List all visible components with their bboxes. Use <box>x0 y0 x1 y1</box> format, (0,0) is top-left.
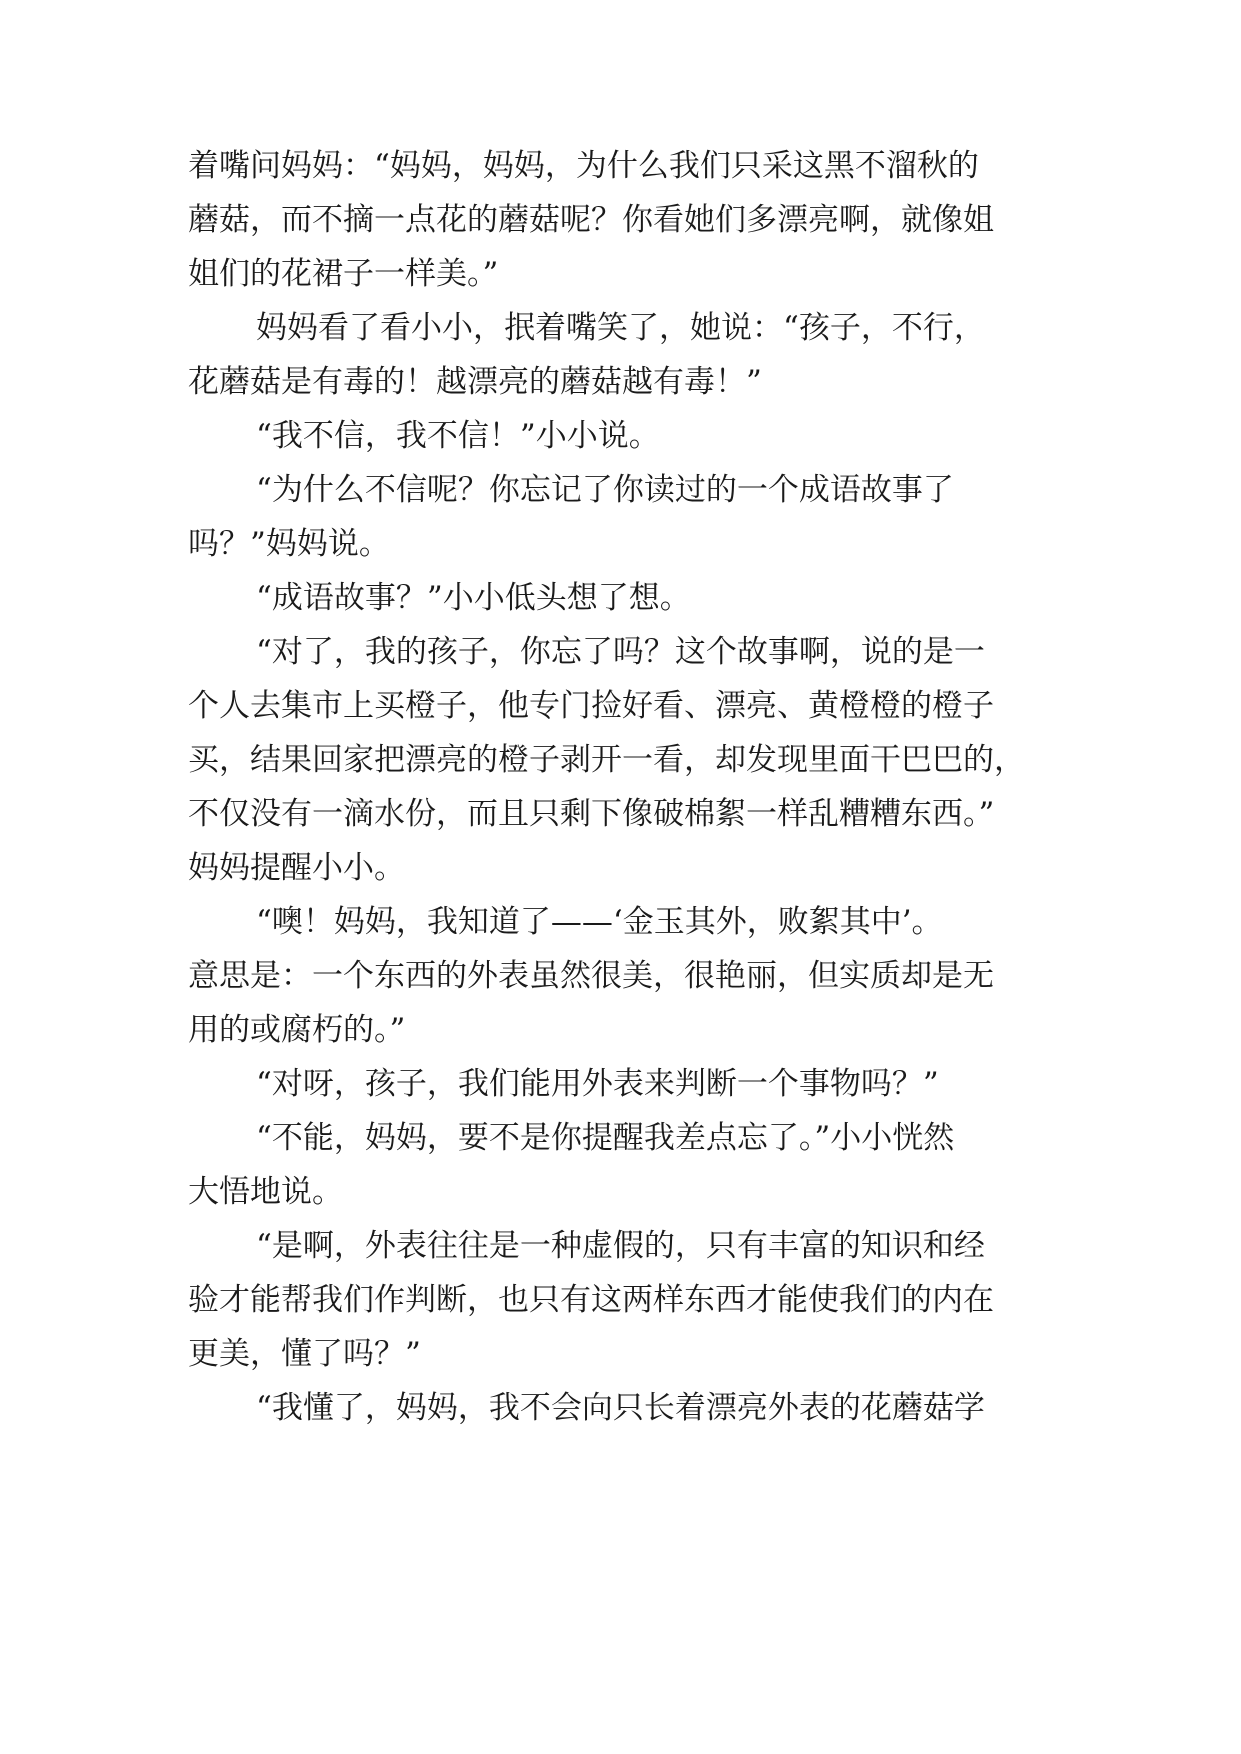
text-line: 花蘑菇是有毒的！越漂亮的蘑菇越有毒！” <box>188 364 762 400</box>
text-line: 蘑菇，而不摘一点花的蘑菇呢？你看她们多漂亮啊，就像姐 <box>188 202 994 238</box>
paragraph-start-line: 妈妈看了看小小，抿着嘴笑了，她说：“孩子，不行， <box>256 310 985 346</box>
text-line: 姐们的花裙子一样美。” <box>188 256 499 292</box>
paragraph-start-line: “对呀，孩子，我们能用外表来判断一个事物吗？” <box>256 1066 939 1102</box>
paragraph-start-line: “对了，我的孩子，你忘了吗？这个故事啊，说的是一 <box>256 634 985 670</box>
paragraph-start-line: “噢！妈妈，我知道了——‘金玉其外，败絮其中’。 <box>256 904 943 940</box>
paragraph-start-line: “我不信，我不信！”小小说。 <box>256 418 660 454</box>
paragraph-start-line: “我懂了，妈妈，我不会向只长着漂亮外表的花蘑菇学 <box>256 1390 985 1426</box>
paragraph-start-line: “不能，妈妈，要不是你提醒我差点忘了。”小小恍然 <box>256 1120 955 1156</box>
paragraph-start-line: “成语故事？”小小低头想了想。 <box>256 580 691 616</box>
text-line: 吗？”妈妈说。 <box>188 526 390 562</box>
text-line: 个人去集市上买橙子，他专门捡好看、漂亮、黄橙橙的橙子 <box>188 688 994 724</box>
paragraph-start-line: “为什么不信呢？你忘记了你读过的一个成语故事了 <box>256 472 954 508</box>
text-line: 意思是：一个东西的外表虽然很美，很艳丽，但实质却是无 <box>188 958 994 994</box>
text-line: 更美，懂了吗？” <box>188 1336 421 1372</box>
text-line: 验才能帮我们作判断，也只有这两样东西才能使我们的内在 <box>188 1282 994 1318</box>
text-line: 买，结果回家把漂亮的橙子剥开一看，却发现里面干巴巴的， <box>188 742 1025 778</box>
text-line: 大悟地说。 <box>188 1174 343 1210</box>
text-line: 不仅没有一滴水份，而且只剩下像破棉絮一样乱糟糟东西。” <box>188 796 995 832</box>
text-line: 着嘴问妈妈：“妈妈，妈妈，为什么我们只采这黑不溜秋的 <box>188 148 979 184</box>
paragraph-start-line: “是啊，外表往往是一种虚假的，只有丰富的知识和经 <box>256 1228 985 1264</box>
text-line: 妈妈提醒小小。 <box>188 850 405 886</box>
text-line: 用的或腐朽的。” <box>188 1012 406 1048</box>
